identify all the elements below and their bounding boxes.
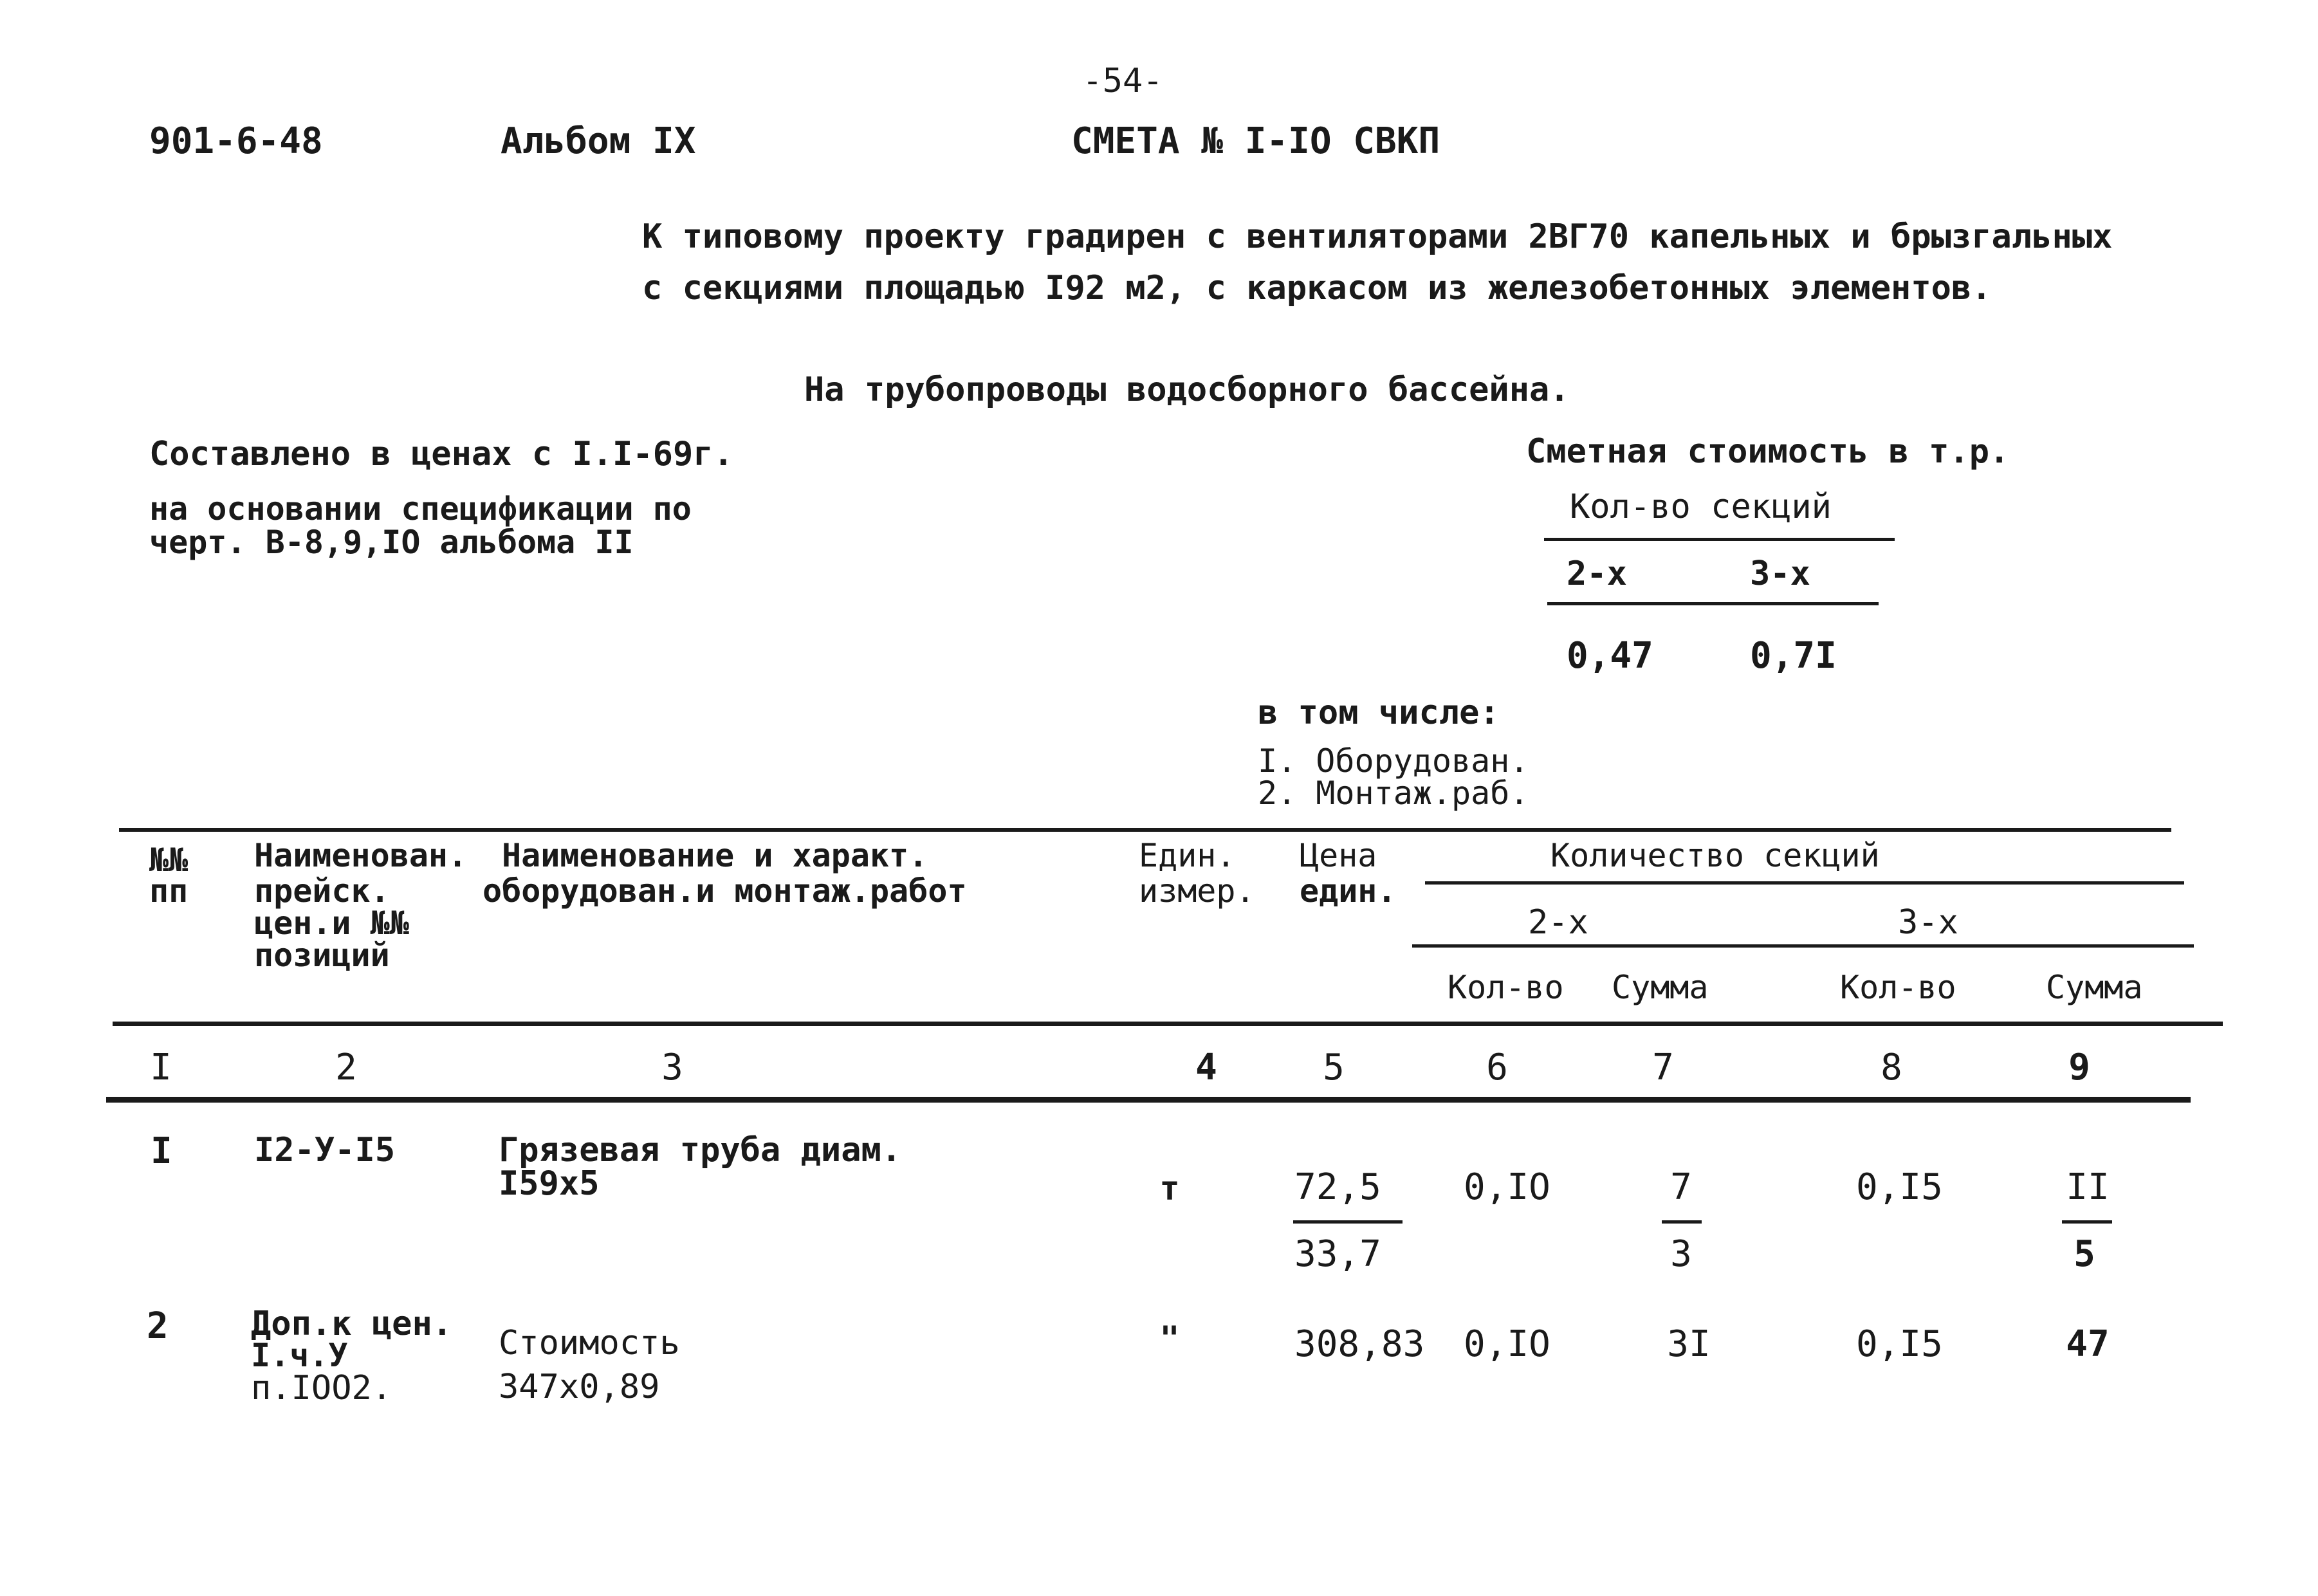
- row-qty-2x: 0,IO: [1464, 1323, 1550, 1365]
- object-title: На трубопроводы водосборного бассейна.: [804, 371, 1570, 409]
- row-pricelist-line3: п.IOO2.: [251, 1369, 392, 1408]
- header-col4-line2: измер.: [1139, 872, 1255, 910]
- row-sum-3x-equipment: II: [2066, 1166, 2110, 1208]
- row-description-line1: Стоимость: [499, 1324, 680, 1362]
- row-sum-2x-installation: 3: [1670, 1233, 1692, 1275]
- row-pricelist: I2-У-I5: [254, 1131, 396, 1169]
- row-description-line2: I59х5: [499, 1164, 600, 1203]
- row-qty-3x: 0,I5: [1856, 1166, 1943, 1208]
- including-equipment: I. Оборудован.: [1258, 742, 1529, 780]
- cost-col-3x: 3-х: [1750, 555, 1810, 593]
- header-col2-line2: прейск.: [254, 872, 390, 910]
- header-sections-group: Количество секций: [1550, 837, 1880, 874]
- column-number: 6: [1486, 1047, 1508, 1088]
- including-installation: 2. Монтаж.раб.: [1258, 775, 1529, 812]
- row-price-equipment: 72,5: [1294, 1166, 1381, 1208]
- header-qty-3x: Кол-во: [1840, 969, 1956, 1006]
- divider: [1547, 602, 1879, 605]
- row-description-line1: Грязевая труба диам.: [499, 1131, 902, 1169]
- subtitle-line-1: К типовому проекту градирен с вентиляторами 2ВГ70 капельных и брызгальных: [642, 217, 2113, 256]
- document-code: 901-6-48: [149, 120, 323, 162]
- table-numbers-rule: [106, 1097, 2191, 1103]
- header-col5-line2: един.: [1300, 872, 1397, 910]
- compiled-drawings: черт. В-8,9,IO альбома II: [149, 524, 634, 561]
- header-col2-line4: позиций: [254, 937, 390, 974]
- column-number: 8: [1881, 1047, 1902, 1088]
- column-number: I: [150, 1047, 172, 1088]
- fraction-line: [1293, 1220, 1403, 1224]
- estimate-title: СМЕТА № I-IO СВКП: [1071, 120, 1440, 162]
- row-sum-3x-installation: 5: [2074, 1233, 2095, 1275]
- table-top-rule: [119, 828, 2171, 832]
- header-col2-line1: Наименован.: [254, 837, 468, 874]
- column-number: 9: [2068, 1047, 2090, 1088]
- header-col4-line1: Един.: [1139, 837, 1236, 874]
- cost-value-2x: 0,47: [1567, 635, 1653, 677]
- row-price: 308,83: [1294, 1323, 1425, 1365]
- header-col5-line1: Цена: [1300, 837, 1377, 874]
- header-2x: 2-х: [1528, 903, 1588, 942]
- header-sum-3x: Сумма: [2046, 969, 2143, 1006]
- cost-value-3x: 0,7I: [1750, 635, 1837, 677]
- subtitle-line-2: с секциями площадью I92 м2, с каркасом из железобетонных элементов.: [642, 269, 1992, 307]
- column-number: 2: [335, 1047, 357, 1088]
- fraction-line: [1662, 1220, 1702, 1224]
- table-subgroup-rule: [1412, 944, 2194, 948]
- row-sum-2x-equipment: 7: [1670, 1166, 1692, 1208]
- header-3x: 3-х: [1898, 903, 1958, 942]
- header-col3-line2: оборудован.и монтаж.работ: [483, 872, 967, 910]
- header-col2-line3: цен.и №№: [254, 904, 409, 942]
- header-col3-line1: Наименование и характ.: [502, 837, 928, 874]
- fraction-line: [2062, 1220, 2112, 1224]
- row-qty-2x: 0,IO: [1464, 1166, 1550, 1208]
- compiled-prices: Составлено в ценах с I.I-69г.: [149, 435, 733, 473]
- cost-summary-title: Сметная стоимость в т.р.: [1526, 432, 2010, 471]
- sections-label: Кол-во секций: [1570, 488, 1832, 526]
- row-sum-3x: 47: [2066, 1323, 2110, 1365]
- page-number: -54-: [1082, 62, 1163, 100]
- header-col1-line2: пп: [149, 872, 189, 910]
- row-pricelist-line2: I.ч.У: [251, 1337, 348, 1374]
- row-unit: т: [1159, 1169, 1180, 1208]
- table-group-rule: [1425, 881, 2184, 885]
- row-pricelist-line1: Доп.к цен.: [251, 1305, 453, 1343]
- column-number: 4: [1195, 1047, 1217, 1088]
- row-number: I: [151, 1130, 172, 1172]
- table-header-rule: [113, 1022, 2223, 1026]
- row-price-installation: 33,7: [1294, 1233, 1381, 1275]
- column-number: 3: [661, 1047, 683, 1088]
- header-sum-2x: Сумма: [1612, 969, 1709, 1006]
- row-unit: ": [1159, 1319, 1180, 1358]
- cost-col-2x: 2-х: [1567, 555, 1627, 593]
- column-number: 5: [1323, 1047, 1345, 1088]
- row-description-line2: 347х0,89: [499, 1368, 660, 1406]
- row-qty-3x: 0,I5: [1856, 1323, 1943, 1365]
- row-sum-2x: 3I: [1667, 1323, 1711, 1365]
- row-number: 2: [147, 1305, 169, 1347]
- header-qty-2x: Кол-во: [1448, 969, 1564, 1006]
- header-col1-line1: №№: [149, 841, 189, 879]
- album-label: Альбом IX: [501, 120, 696, 162]
- divider: [1544, 538, 1895, 541]
- compiled-basis: на основании спецификации по: [149, 490, 692, 527]
- including-label: в том числе:: [1258, 693, 1500, 732]
- column-number: 7: [1652, 1047, 1674, 1088]
